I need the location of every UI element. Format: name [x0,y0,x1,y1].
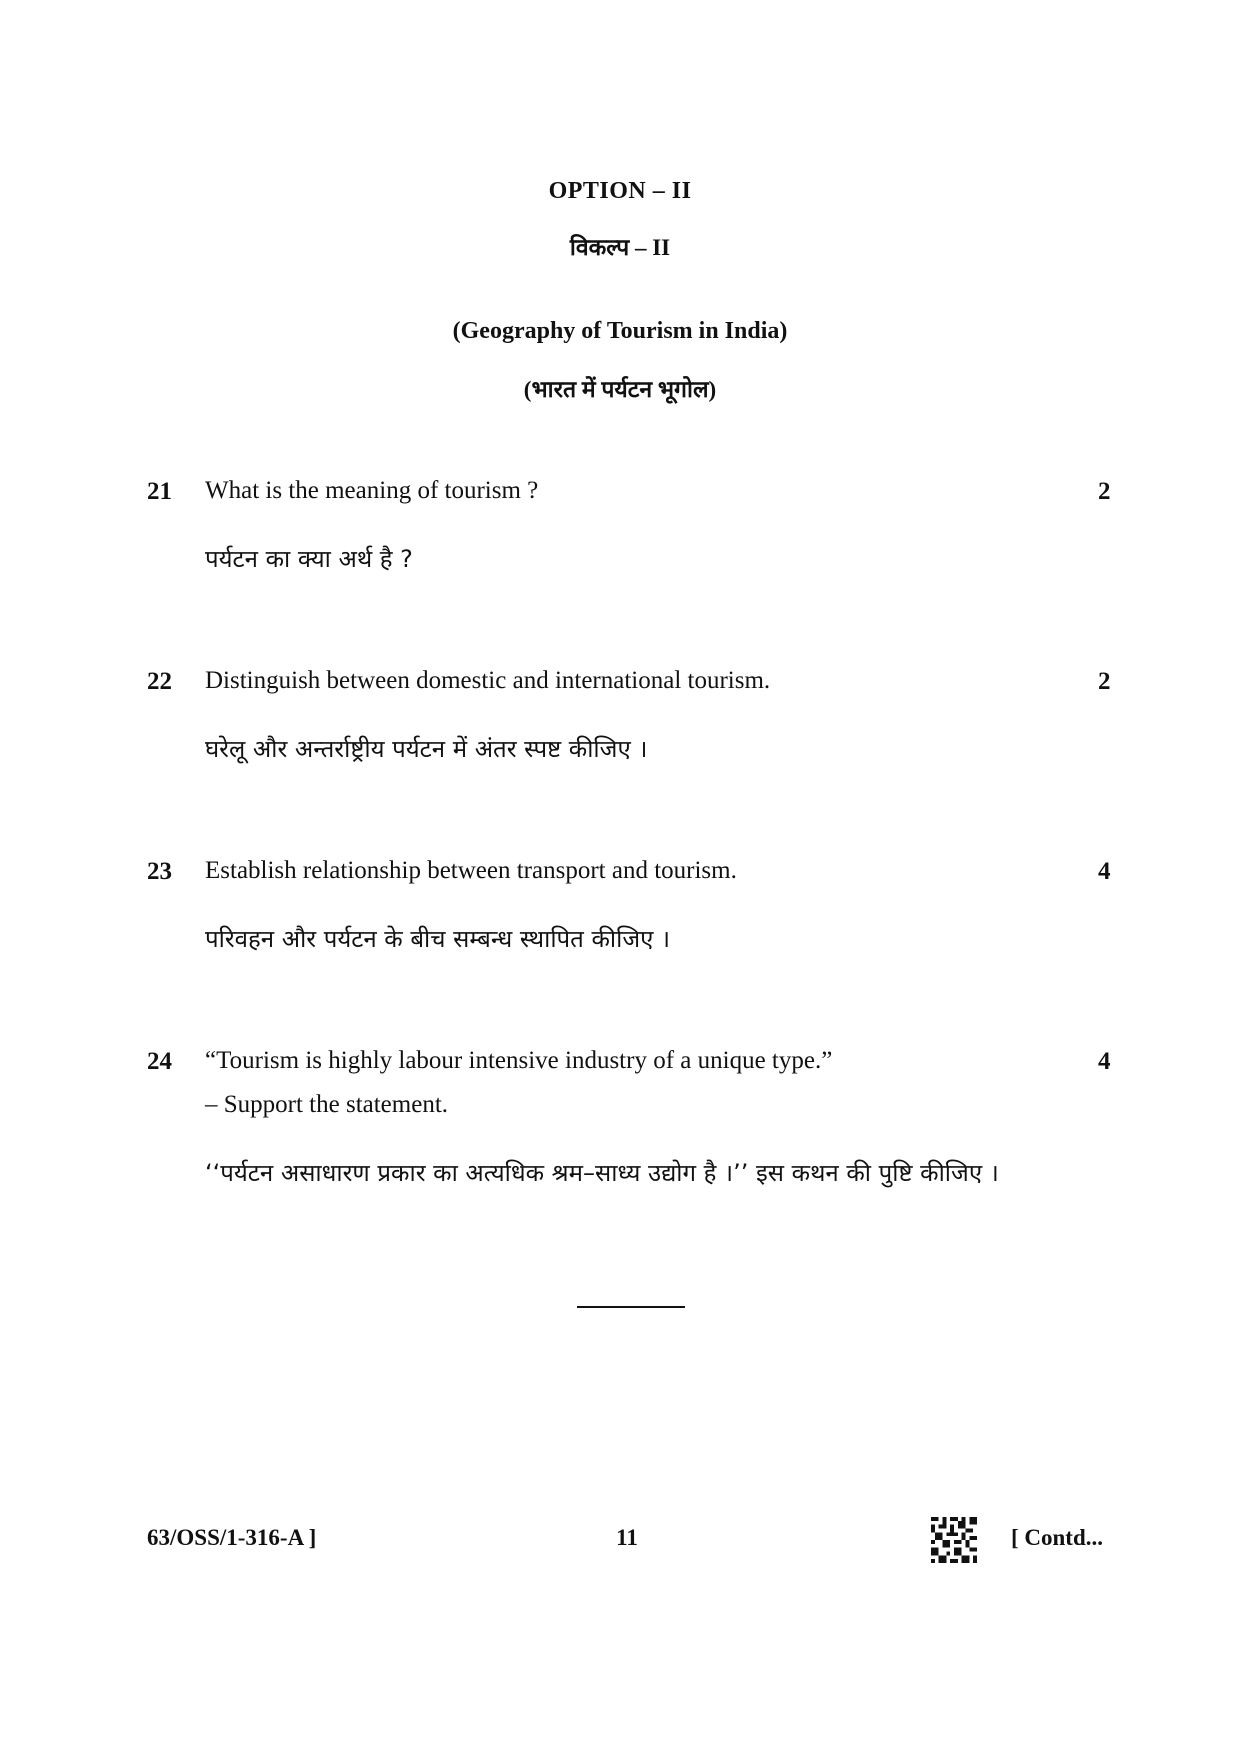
question-number: 24 [147,1048,172,1075]
subject-heading-hindi: (भारत में पर्यटन भूगोल) [523,377,717,402]
option-heading-hindi: विकल्प – II [569,235,671,260]
subject-heading: (Geography of Tourism in India) [452,318,788,344]
question-text-hindi: घरेलू और अन्तर्राष्ट्रीय पर्यटन में अंतर स्पष्ट कीजिए । [205,735,648,763]
question-text-english: “Tourism is highly labour intensive industry of a unique type.” – Support the statement. [205,1047,833,1118]
question-text-english: Distinguish between domestic and international tourism. [205,667,771,694]
option-heading: OPTION – II [548,178,692,204]
question-text-hindi: पर्यटन का क्या अर्थ है ? [205,545,413,573]
question-text-hindi: परिवहन और पर्यटन के बीच सम्बन्ध स्थापित कीजिए । [205,925,671,953]
question-marks: 4 [1098,1048,1111,1075]
question-text-hindi: ‘‘पर्यटन असाधारण प्रकार का अत्यधिक श्रम–साध्य उद्योग है ।’’ इस कथन की पुष्टि कीजिए । [205,1159,999,1187]
question-number: 22 [147,668,172,695]
question-number: 23 [147,858,172,885]
question-marks: 2 [1098,478,1111,505]
question-number: 21 [147,478,172,505]
question-marks: 4 [1098,858,1111,885]
continued-note: [ Contd... [1011,1525,1104,1550]
end-divider [577,1306,685,1308]
page-number: 11 [616,1525,638,1550]
paper-code: 63/OSS/1-316-A ] [147,1525,317,1550]
question-text-english: What is the meaning of tourism ? [205,477,539,504]
question-text-english: Establish relationship between transport and tourism. [205,857,737,884]
qr-code-icon [931,1517,977,1563]
question-marks: 2 [1098,668,1111,695]
